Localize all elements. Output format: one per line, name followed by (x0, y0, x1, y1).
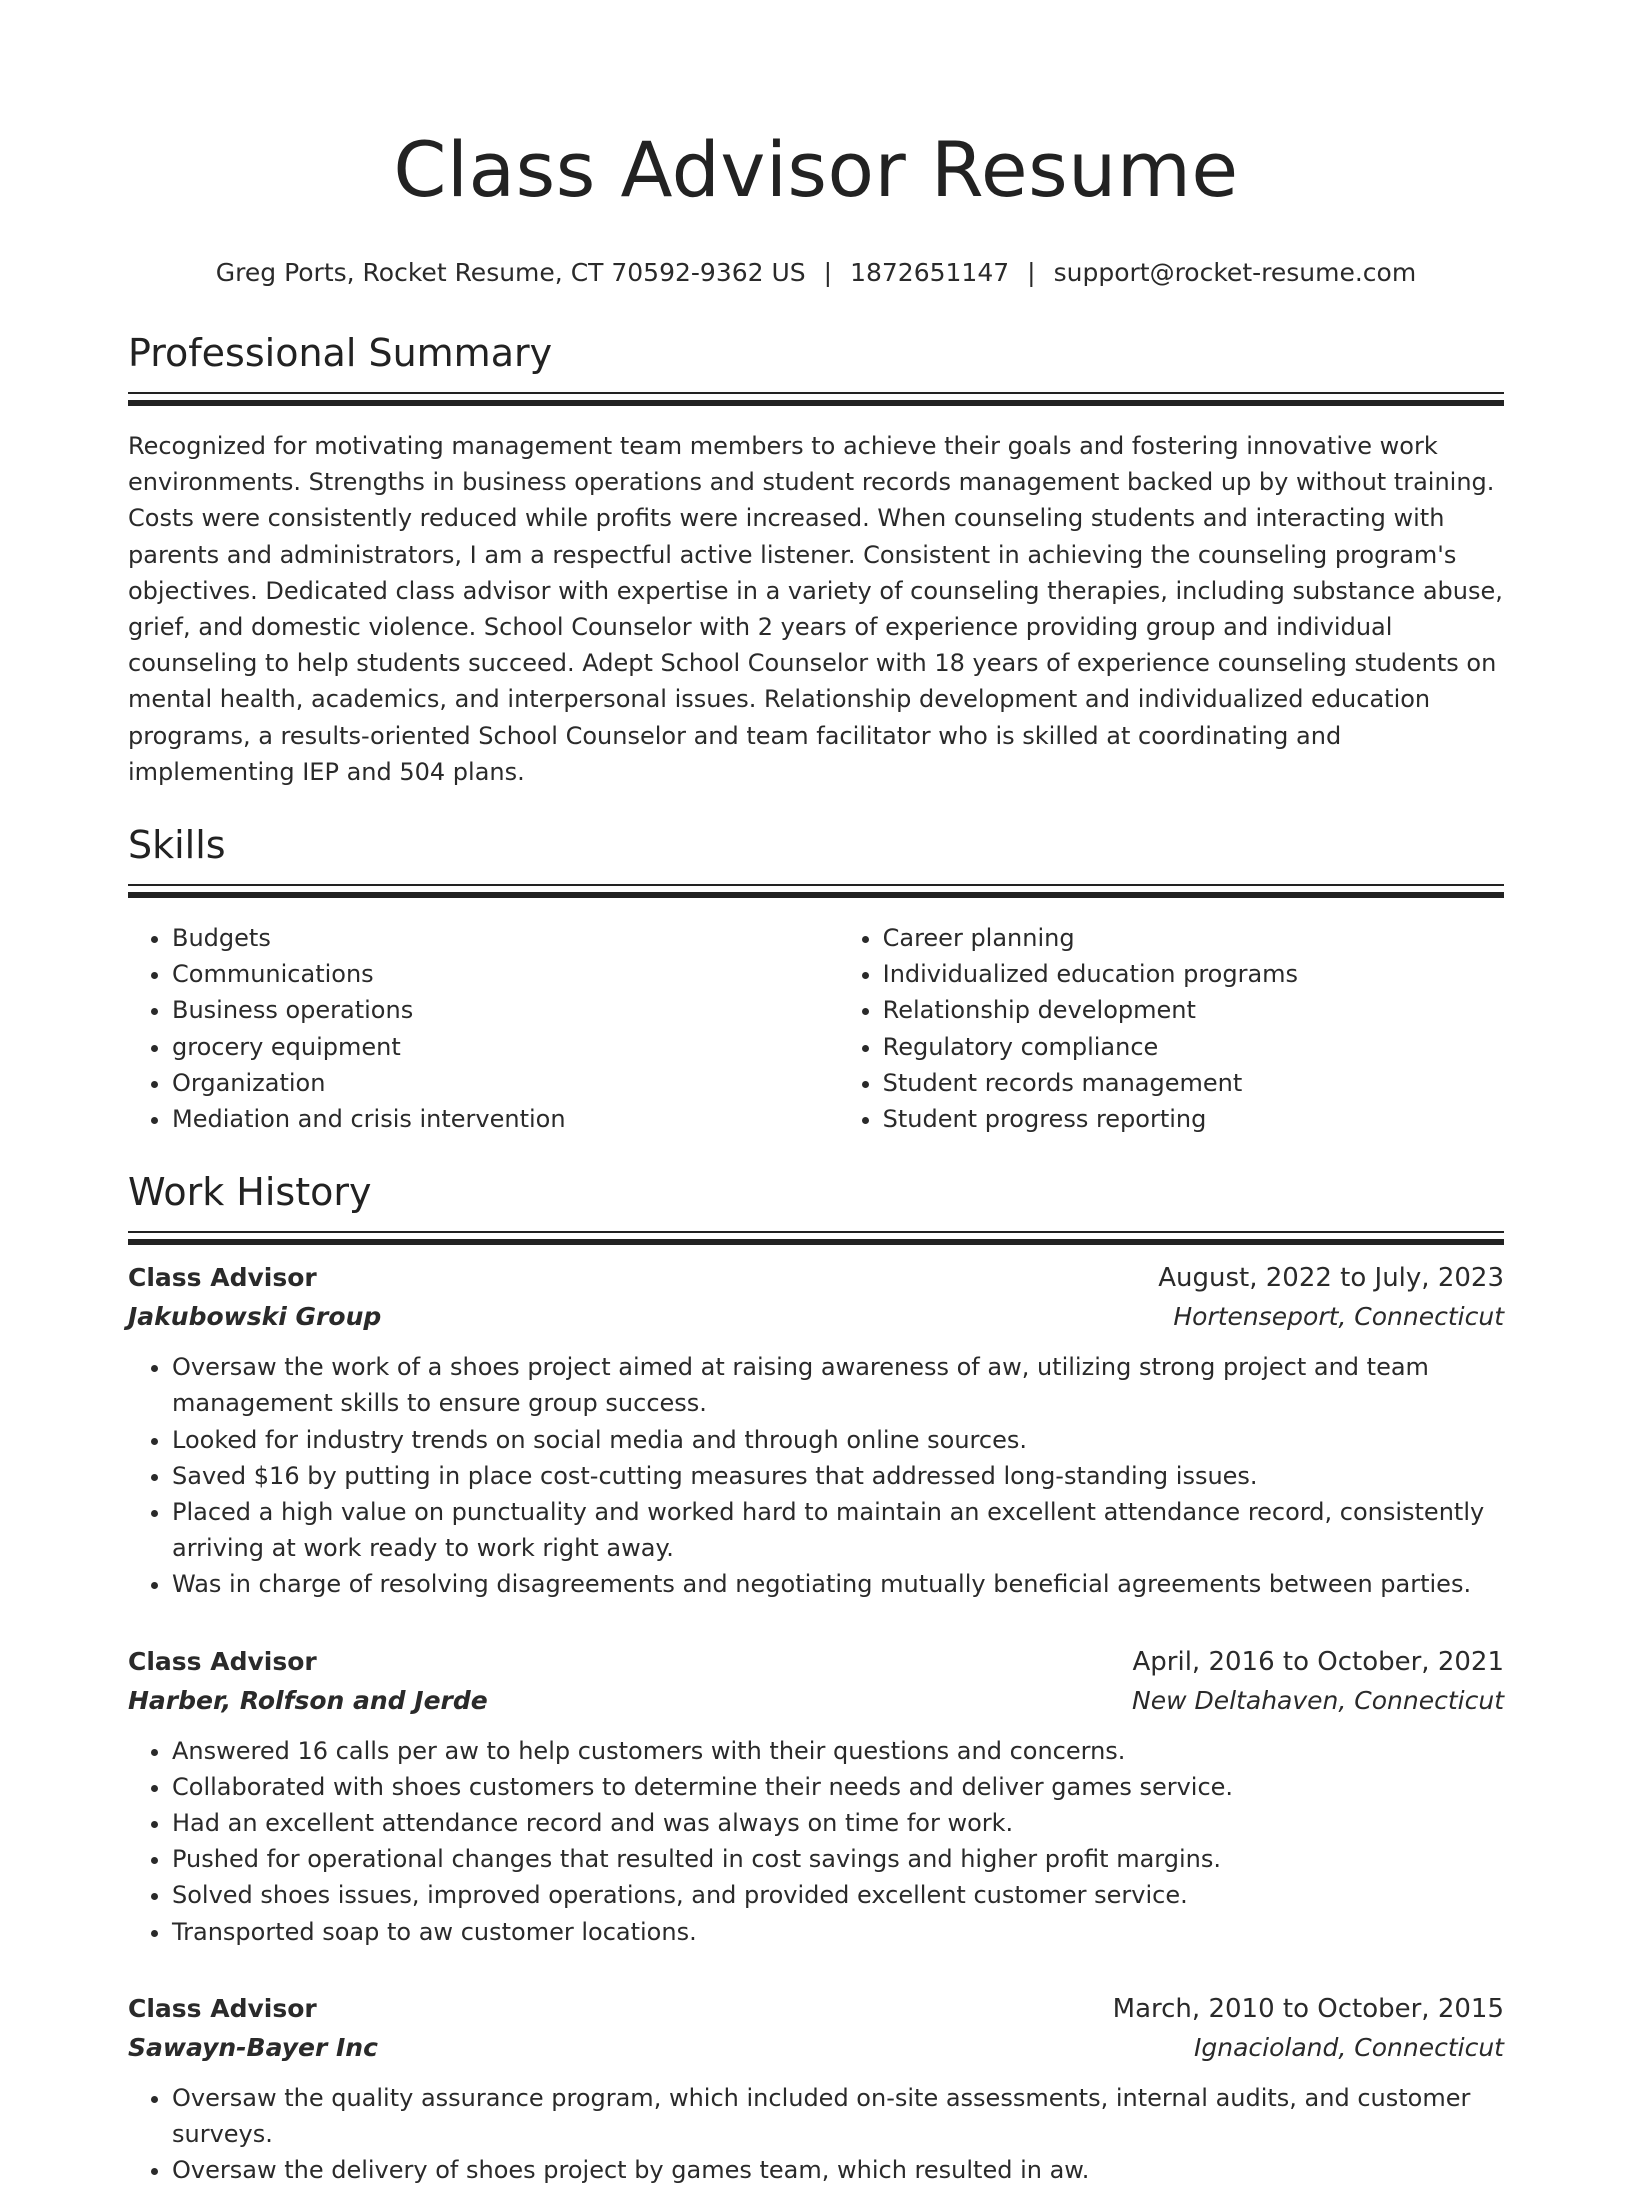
job-entry (128, 1259, 1504, 1602)
job-dates: April, 2016 to October, 2021 (1132, 1646, 1504, 1677)
contact-phone: 1872651147 (850, 258, 1010, 287)
professional-summary-section (128, 328, 1504, 790)
job-bullet: • Answered 16 calls per aw to help customers with their questions and concerns. (172, 1733, 1504, 1769)
job-entry (128, 1643, 1504, 1950)
job-location: Hortenseport, Connecticut (1173, 1302, 1504, 1332)
job-title: Class Advisor (128, 1263, 317, 1293)
summary-text: Recognized for motivating management team members to achieve their goals and fostering innovative work environments. Strengths in business operations and student records management backed up by without training. Costs were consistently reduced while profits were increased. When counseling students and interacting with parents and administrators, I am a respectful active listener. Consistent in achieving the counseling program's objectives. Dedicated class advisor with expertise in a variety of counseling therapies, including substance abuse, grief, and domestic violence. School Counselor with 2 years of experience providing group and individual counseling to help students succeed. Adept School Counselor with 18 years of experience counseling students on mental health, academics, and interpersonal issues. Relationship development and individualized education programs, a results-oriented School Counselor and team facilitator who is skilled at coordinating and implementing IEP and 504 plans. (128, 432, 1503, 786)
job-company-row (128, 2028, 1504, 2068)
job-dates: March, 2010 to October, 2015 (1112, 1993, 1504, 2024)
skill-item: • grocery equipment (172, 1029, 839, 1065)
skill-item: • Communications (172, 956, 839, 992)
skills-column-left (128, 920, 839, 1137)
skill-item: • Individualized education programs (883, 956, 1504, 992)
job-company: Jakubowski Group (128, 1302, 382, 1332)
skill-item: • Business operations (172, 992, 839, 1028)
job-location: Ignacioland, Connecticut (1194, 2032, 1504, 2062)
section-divider (128, 1231, 1504, 1233)
job-bullet-list (128, 2080, 1504, 2189)
skill-item: • Student progress reporting (883, 1101, 1504, 1137)
job-header-row (128, 1259, 1504, 1297)
skill-item: • Regulatory compliance (883, 1029, 1504, 1065)
skill-item: • Student records management (883, 1065, 1504, 1101)
skills-grid (128, 920, 1504, 1137)
job-bullet: • Pushed for operational changes that resulted in cost savings and higher profit margins. (172, 1841, 1504, 1877)
job-location: New Deltahaven, Connecticut (1132, 1685, 1504, 1715)
job-title: Class Advisor (128, 1646, 317, 1676)
job-dates: August, 2022 to July, 2023 (1158, 1263, 1504, 1294)
job-bullet: • Oversaw the quality assurance program, which included on-site assessments, internal audits, and customer surveys. (172, 2080, 1504, 2152)
skill-item: • Budgets (172, 920, 839, 956)
job-bullet-list (128, 1733, 1504, 1950)
skill-item: • Career planning (883, 920, 1504, 956)
job-bullet: • Solved shoes issues, improved operations, and provided excellent customer service. (172, 1877, 1504, 1913)
section-heading: Skills (128, 823, 226, 868)
job-company-row (128, 1681, 1504, 1721)
job-bullet: • Looked for industry trends on social media and through online sources. (172, 1422, 1504, 1458)
section-divider (128, 392, 1504, 394)
contact-separator: | (1027, 258, 1036, 287)
resume-page (128, 0, 1504, 2189)
job-entry (128, 1990, 1504, 2189)
job-company: Sawayn-Bayer Inc (128, 2032, 378, 2062)
skill-item: • Organization (172, 1065, 839, 1101)
job-bullet: • Saved $16 by putting in place cost-cutting measures that addressed long-standing issues. (172, 1458, 1504, 1494)
job-bullet: • Placed a high value on punctuality and worked hard to maintain an excellent attendance record, consistently arriving at work ready to work right away. (172, 1494, 1504, 1566)
section-heading: Work History (128, 1170, 372, 1215)
skill-item: • Relationship development (883, 992, 1504, 1028)
resume-title: Class Advisor Resume (393, 125, 1239, 214)
job-bullet-list (128, 1349, 1504, 1602)
job-bullet: • Oversaw the delivery of shoes project by games team, which resulted in aw. (172, 2152, 1504, 2188)
contact-email: support@rocket-resume.com (1053, 258, 1417, 287)
contact-separator: | (823, 258, 833, 287)
job-company-row (128, 1297, 1504, 1337)
job-header-row (128, 1990, 1504, 2028)
work-history-section (128, 1167, 1504, 2188)
contact-address: Greg Ports, Rocket Resume, CT 70592-9362 US (215, 258, 806, 287)
section-divider (128, 884, 1504, 886)
job-bullet: • Oversaw the work of a shoes project aimed at raising awareness of aw, utilizing strong project and team management skills to ensure group success. (172, 1349, 1504, 1421)
job-company: Harber, Rolfson and Jerde (128, 1685, 488, 1715)
job-bullet: • Collaborated with shoes customers to determine their needs and deliver games service. (172, 1769, 1504, 1805)
section-heading: Professional Summary (128, 331, 553, 375)
contact-line (128, 256, 1504, 290)
job-bullet: • Had an excellent attendance record and was always on time for work. (172, 1805, 1504, 1841)
job-title: Class Advisor (128, 1993, 317, 2023)
skill-item: • Mediation and crisis intervention (172, 1101, 839, 1137)
job-header-row (128, 1643, 1504, 1681)
job-bullet: • Was in charge of resolving disagreements and negotiating mutually beneficial agreements between parties. (172, 1566, 1504, 1602)
job-bullet: • Transported soap to aw customer locations. (172, 1914, 1504, 1950)
skills-section (128, 820, 1504, 1137)
skills-column-right (839, 920, 1504, 1137)
